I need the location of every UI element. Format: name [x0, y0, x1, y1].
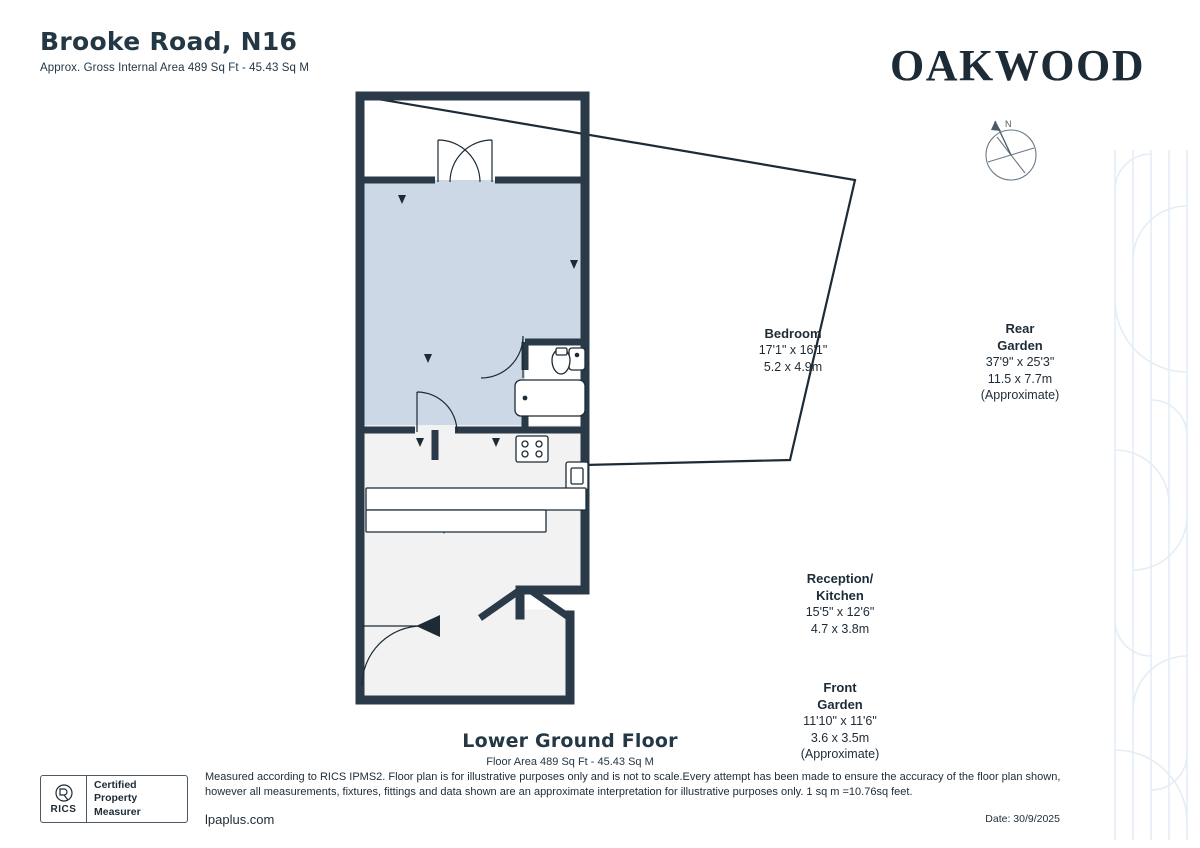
- brand-logo: OAKWOOD: [890, 41, 1145, 90]
- watermark-pattern: [1105, 150, 1200, 840]
- rear-garden-name-line2: Garden: [997, 338, 1043, 354]
- site-url-link[interactable]: lpaplus.com: [205, 812, 275, 827]
- front-garden-name-line1: Front: [823, 680, 857, 695]
- bedroom-name: Bedroom: [764, 326, 822, 341]
- floor-caption: [180, 730, 960, 768]
- rear-garden-dim-imperial: 37'9" x 25'3": [985, 355, 1055, 370]
- front-garden-note: (Approximate): [800, 747, 880, 762]
- reception-dim-imperial: 15'5" x 12'6": [805, 605, 875, 620]
- front-garden-fill: [362, 610, 570, 695]
- disclaimer-text: [205, 770, 1095, 800]
- disclaimer-line2: however all measurements, fixtures, fittings and data shown are an approximate interpretation for illustrative purposes only. 1 sq m =10.76sq feet.: [205, 785, 913, 798]
- floor-title: Lower Ground Floor: [462, 730, 678, 752]
- plan-date: Date: 30/9/2025: [985, 813, 1060, 825]
- reception-name-line2: Kitchen: [816, 588, 864, 604]
- page-subtitle: Approx. Gross Internal Area 489 Sq Ft - 45.43 Sq M: [40, 61, 309, 74]
- disclaimer-line1: Measured according to RICS IPMS2. Floor plan is for illustrative purposes only and is not to scale.Every attempt has been made to ensure the accuracy of the floor plan shown,: [205, 771, 1061, 783]
- floor-subtitle: Floor Area 489 Sq Ft - 45.43 Sq M: [486, 756, 654, 768]
- rear-garden-note: (Approximate): [980, 388, 1060, 403]
- front-garden-dim-metric: 3.6 x 3.5m: [810, 730, 870, 745]
- compass-rose: [975, 115, 1047, 187]
- rics-badge-line3: Measurer: [94, 805, 141, 818]
- title-block: [40, 28, 309, 74]
- bedroom-dim-metric: 5.2 x 4.9m: [763, 359, 823, 374]
- rics-badge-text: [87, 779, 141, 818]
- bedroom-dim-imperial: 17'1" x 16'1": [758, 343, 828, 358]
- front-garden-name-line2: Garden: [817, 697, 863, 713]
- rics-wordmark: RICS: [50, 803, 77, 815]
- compass-north-label: N: [1005, 119, 1012, 129]
- rics-logo-icon: [41, 776, 87, 822]
- rear-garden-dim-metric: 11.5 x 7.7m: [987, 371, 1053, 386]
- front-garden-dim-imperial: 11'10" x 11'6": [803, 714, 877, 729]
- reception-name-line1: Reception/: [806, 571, 874, 586]
- page-title: Brooke Road, N16: [40, 27, 298, 56]
- reception-dim-metric: 4.7 x 3.8m: [810, 621, 870, 636]
- footer: [40, 770, 1090, 830]
- rics-certified-badge: [40, 775, 188, 823]
- rics-badge-line1: Certified: [94, 779, 137, 792]
- rear-garden-name-line1: Rear: [1005, 321, 1035, 336]
- rics-badge-line2: Property: [94, 792, 138, 805]
